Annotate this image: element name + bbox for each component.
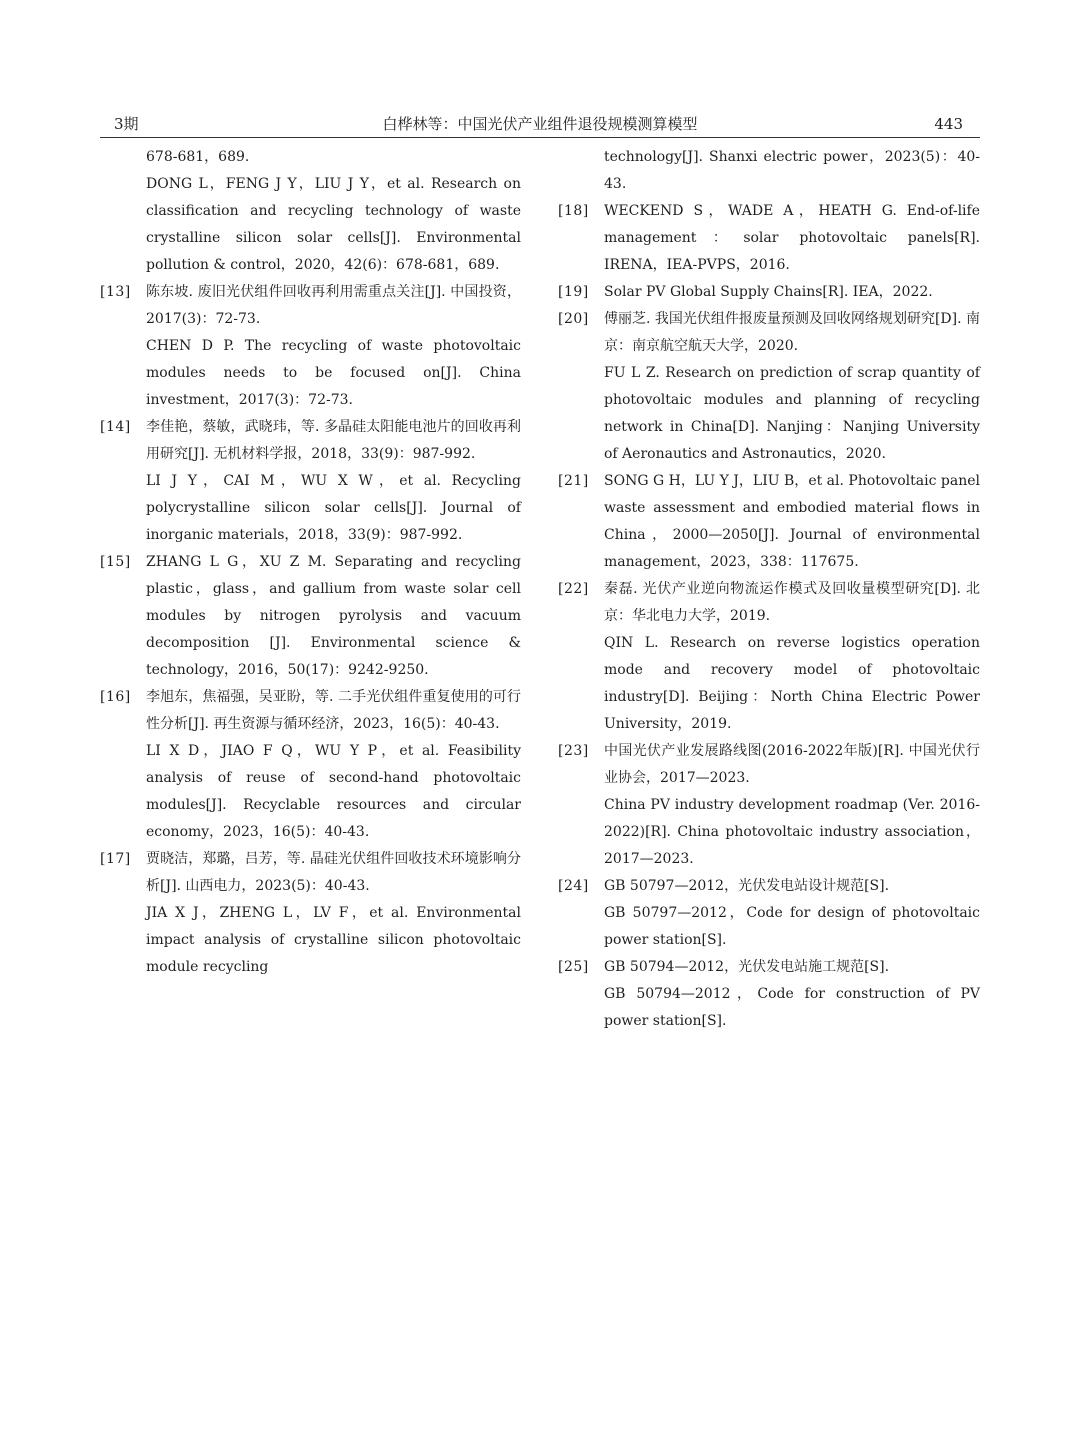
reference-text: 李佳艳，蔡敏，武晓玮，等. 多晶硅太阳能电池片的回收再利用研究[J]. 无机材料学报，2018，33(9)：987-992. bbox=[146, 419, 521, 462]
reference-number: [21] bbox=[558, 473, 589, 489]
reference-text: 秦磊. 光伏产业逆向物流运作模式及回收量模型研究[D]. 北京：华北电力大学，2019. bbox=[604, 581, 980, 624]
reference-entry bbox=[100, 549, 521, 684]
reference-column-right bbox=[558, 144, 980, 1035]
reference-entry bbox=[558, 576, 980, 738]
reference-continuation bbox=[100, 144, 521, 279]
reference-number: [22] bbox=[558, 581, 589, 597]
reference-number: [18] bbox=[558, 203, 589, 219]
reference-entry bbox=[558, 198, 980, 279]
reference-text: LI J Y，CAI M，WU X W，et al. Recycling polycrystalline silicon solar cells[J]. Journal of inorganic materials，2018，33(9)：987-992. bbox=[146, 473, 521, 543]
reference-entry bbox=[558, 306, 980, 468]
reference-text: CHEN D P. The recycling of waste photovoltaic modules needs to be focused on[J]. China investment，2017(3)：72-73. bbox=[146, 338, 521, 408]
reference-text: 678-681，689. bbox=[146, 149, 250, 165]
reference-column-left bbox=[100, 144, 521, 981]
reference-text: 贾晓洁，郑璐，吕芳，等. 晶硅光伏组件回收技术环境影响分析[J]. 山西电力，2023(5)：40-43. bbox=[146, 851, 521, 894]
reference-text: China PV industry development roadmap (Ver. 2016-2022)[R]. China photovoltaic industry association，2017—2023. bbox=[604, 797, 980, 867]
reference-entry bbox=[558, 738, 980, 873]
reference-text: ZHANG L G，XU Z M. Separating and recycling plastic，glass，and gallium from waste solar cell modules by nitrogen pyrolysis and vacuum decomposition [J]. Environmental science & technology，2016，50(17)：9242-9250. bbox=[146, 554, 521, 678]
reference-entry bbox=[100, 414, 521, 549]
reference-text: JIA X J，ZHENG L，LV F，et al. Environmental impact analysis of crystalline silicon photovoltaic module recycling bbox=[146, 905, 521, 975]
reference-entry bbox=[558, 468, 980, 576]
running-title: 白桦林等：中国光伏产业组件退役规模测算模型 bbox=[382, 115, 698, 133]
reference-entry bbox=[100, 279, 521, 414]
reference-text: technology[J]. Shanxi electric power，2023(5)：40-43. bbox=[604, 149, 980, 192]
reference-continuation bbox=[558, 144, 980, 198]
reference-number: [15] bbox=[100, 554, 131, 570]
reference-text: WECKEND S，WADE A，HEATH G. End-of-life management：solar photovoltaic panels[R]. IRENA，IEA-PVPS，2016. bbox=[604, 203, 980, 273]
reference-number: [23] bbox=[558, 743, 589, 759]
reference-text: Solar PV Global Supply Chains[R]. IEA，2022. bbox=[604, 284, 933, 300]
reference-number: [19] bbox=[558, 284, 589, 300]
reference-text: GB 50797—2012，Code for design of photovoltaic power station[S]. bbox=[604, 905, 980, 948]
reference-number: [17] bbox=[100, 851, 131, 867]
reference-text: GB 50794—2012，光伏发电站施工规范[S]. bbox=[604, 959, 890, 975]
reference-text: LI X D，JIAO F Q，WU Y P，et al. Feasibility analysis of reuse of second-hand photovoltaic modules[J]. Recyclable resources and circular economy，2023，16(5)：40-43. bbox=[146, 743, 521, 840]
issue-label: 3期 bbox=[114, 115, 139, 133]
page-number: 443 bbox=[934, 115, 963, 133]
reference-entry bbox=[558, 954, 980, 1035]
reference-number: [13] bbox=[100, 284, 131, 300]
reference-text: DONG L，FENG J Y，LIU J Y，et al. Research on classification and recycling technology of waste crystalline silicon solar cells[J]. Environmental pollution & control，2020，42(6)：678-681，689. bbox=[146, 176, 521, 273]
reference-number: [16] bbox=[100, 689, 131, 705]
reference-number: [20] bbox=[558, 311, 589, 327]
reference-text: GB 50797—2012，光伏发电站设计规范[S]. bbox=[604, 878, 890, 894]
reference-text: 李旭东，焦福强，吴亚盼，等. 二手光伏组件重复使用的可行性分析[J]. 再生资源与循环经济，2023，16(5)：40-43. bbox=[146, 689, 521, 732]
reference-text: 中国光伏产业发展路线图(2016-2022年版)[R]. 中国光伏行业协会，2017—2023. bbox=[604, 743, 980, 786]
reference-text: SONG G H，LU Y J，LIU B，et al. Photovoltaic panel waste assessment and embodied material flows in China，2000—2050[J]. Journal of environmental management，2023，338：117675. bbox=[604, 473, 980, 570]
reference-entry bbox=[558, 873, 980, 954]
reference-number: [14] bbox=[100, 419, 131, 435]
reference-entry bbox=[100, 846, 521, 981]
reference-text: FU L Z. Research on prediction of scrap quantity of photovoltaic modules and planning of recycling network in China[D]. Nanjing：Nanjing University of Aeronautics and Astronautics，2020. bbox=[604, 365, 980, 462]
running-header bbox=[100, 114, 980, 136]
reference-text: 傅丽芝. 我国光伏组件报废量预测及回收网络规划研究[D]. 南京：南京航空航天大学，2020. bbox=[604, 311, 980, 354]
reference-text: GB 50794—2012，Code for construction of PV power station[S]. bbox=[604, 986, 980, 1029]
header-rule bbox=[100, 137, 980, 138]
reference-entry bbox=[100, 684, 521, 846]
reference-entry bbox=[558, 279, 980, 306]
reference-number: [24] bbox=[558, 878, 589, 894]
reference-text: 陈东坡. 废旧光伏组件回收再利用需重点关注[J]. 中国投资，2017(3)：72-73. bbox=[146, 284, 521, 327]
reference-number: [25] bbox=[558, 959, 589, 975]
reference-text: QIN L. Research on reverse logistics operation mode and recovery model of photovoltaic industry[D]. Beijing：North China Electric Power University，2019. bbox=[604, 635, 980, 732]
